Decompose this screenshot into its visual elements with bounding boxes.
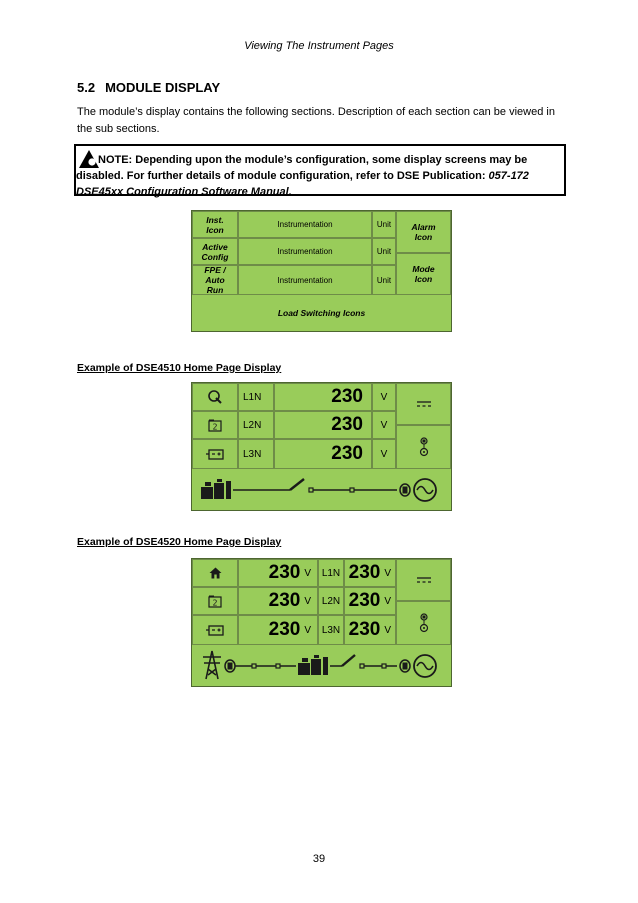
example2-left-reading-2 bbox=[238, 587, 318, 615]
dc-symbol-icon bbox=[417, 401, 431, 407]
example1-value-2: 230 bbox=[274, 411, 372, 439]
example1-unit-3: V bbox=[372, 439, 396, 469]
example2-left-reading-3 bbox=[238, 615, 318, 645]
load-switching-icons bbox=[192, 469, 451, 510]
mains-pylon-icon bbox=[203, 651, 221, 679]
example1-phase-2: L2N bbox=[238, 411, 274, 439]
example1-alarm-cell bbox=[396, 383, 451, 425]
section-number: 5.2 bbox=[77, 80, 96, 95]
note-box bbox=[74, 144, 566, 196]
example2-left-value-2: 230 bbox=[268, 590, 301, 611]
breaker-closed-icon bbox=[400, 660, 410, 672]
example2-alarm-cell bbox=[396, 559, 451, 601]
dse4510-home-display bbox=[191, 382, 452, 511]
fpe-auto-run-label: FPE / Auto Run bbox=[192, 265, 238, 295]
unit-label-1: Unit bbox=[372, 211, 396, 238]
example2-mode-cell bbox=[396, 601, 451, 645]
note-prefix: NOTE: Depending upon the module’s configuration, some display screens may be disabled. For further details of module configuration, refer to DSE Publication: bbox=[76, 154, 528, 182]
load-switching-icons bbox=[192, 645, 451, 686]
example2-right-value-1: 230 bbox=[348, 562, 381, 583]
example1-icon-cell-1 bbox=[192, 383, 238, 411]
example2-right-reading-3 bbox=[344, 615, 396, 645]
inst-icon-label: Inst. Icon bbox=[192, 211, 238, 238]
example2-left-reading-1 bbox=[238, 559, 318, 587]
section-title: MODULE DISPLAY bbox=[105, 80, 221, 95]
example1-value-1: 230 bbox=[274, 383, 372, 411]
example2-left-value-3: 230 bbox=[268, 619, 301, 640]
example2-icon-cell-2 bbox=[192, 587, 238, 615]
example2-right-value-3: 230 bbox=[348, 619, 381, 640]
battery-icon bbox=[206, 624, 224, 636]
example1-unit-2: V bbox=[372, 411, 396, 439]
example2-right-reading-1 bbox=[344, 559, 396, 587]
battery-icon bbox=[206, 448, 224, 460]
section-heading bbox=[77, 80, 220, 95]
dse4520-home-display bbox=[191, 558, 452, 687]
auto-mode-icon bbox=[419, 437, 429, 457]
unit-label-2: Unit bbox=[372, 238, 396, 265]
auto-mode-icon bbox=[419, 613, 429, 633]
config-2-icon bbox=[208, 419, 222, 432]
instrumentation-label-2: Instrumentation bbox=[238, 238, 372, 265]
generator-icon bbox=[207, 389, 223, 405]
mains-ac-icon bbox=[414, 479, 436, 501]
active-config-label: Active Config bbox=[192, 238, 238, 265]
running-header: Viewing The Instrument Pages bbox=[244, 40, 394, 52]
dc-symbol-icon bbox=[417, 577, 431, 583]
load-switching-icons-label: Load Switching Icons bbox=[277, 308, 366, 318]
note-publication: 057-172 DSE45xx Configuration Software Manual. bbox=[76, 170, 529, 198]
unit-label-3: Unit bbox=[372, 265, 396, 295]
instrumentation-label-1: Instrumentation bbox=[238, 211, 372, 238]
svg-text:2: 2 bbox=[212, 422, 218, 431]
example2-phase-1: L1N bbox=[318, 559, 344, 587]
example2-right-unit-2: V bbox=[384, 595, 391, 607]
example2-right-unit-3: V bbox=[384, 624, 391, 636]
mode-icon-label: Mode Icon bbox=[396, 253, 451, 295]
example1-caption: Example of DSE4510 Home Page Display bbox=[77, 362, 282, 374]
example2-icon-cell-3 bbox=[192, 615, 238, 645]
example2-left-unit-1: V bbox=[304, 567, 311, 579]
mains-breaker-closed-icon bbox=[225, 660, 235, 672]
breaker-open-icon bbox=[342, 655, 355, 666]
config-2-icon bbox=[208, 595, 222, 608]
breaker-closed-icon bbox=[400, 484, 410, 496]
example2-left-value-1: 230 bbox=[268, 562, 301, 583]
example1-unit-1: V bbox=[372, 383, 396, 411]
example2-right-unit-1: V bbox=[384, 567, 391, 579]
example2-right-reading-2 bbox=[344, 587, 396, 615]
example2-right-value-2: 230 bbox=[348, 590, 381, 611]
mains-ac-icon bbox=[414, 655, 436, 677]
example2-left-unit-3: V bbox=[304, 624, 311, 636]
note-text bbox=[76, 152, 564, 200]
alarm-icon-label: Alarm Icon bbox=[396, 211, 451, 253]
breaker-open-icon bbox=[290, 479, 304, 490]
example2-phase-3: L3N bbox=[318, 615, 344, 645]
example2-phase-2: L2N bbox=[318, 587, 344, 615]
example1-phase-3: L3N bbox=[238, 439, 274, 469]
page-number: 39 bbox=[312, 853, 326, 865]
svg-text:2: 2 bbox=[212, 598, 218, 607]
engine-icon bbox=[201, 479, 231, 499]
example1-mode-cell bbox=[396, 425, 451, 469]
home-icon bbox=[209, 567, 222, 579]
engine-icon bbox=[298, 655, 328, 675]
example1-value-3: 230 bbox=[274, 439, 372, 469]
example2-caption: Example of DSE4520 Home Page Display bbox=[77, 536, 282, 548]
example1-icon-cell-3 bbox=[192, 439, 238, 469]
example2-icon-cell-1 bbox=[192, 559, 238, 587]
example1-phase-1: L1N bbox=[238, 383, 274, 411]
example1-icon-cell-2 bbox=[192, 411, 238, 439]
display-layout-diagram bbox=[191, 210, 452, 332]
intro-paragraph: The module’s display contains the following sections. Description of each section can be viewed in the sub sections. bbox=[77, 106, 555, 135]
example2-left-unit-2: V bbox=[304, 595, 311, 607]
instrumentation-label-3: Instrumentation bbox=[238, 265, 372, 295]
